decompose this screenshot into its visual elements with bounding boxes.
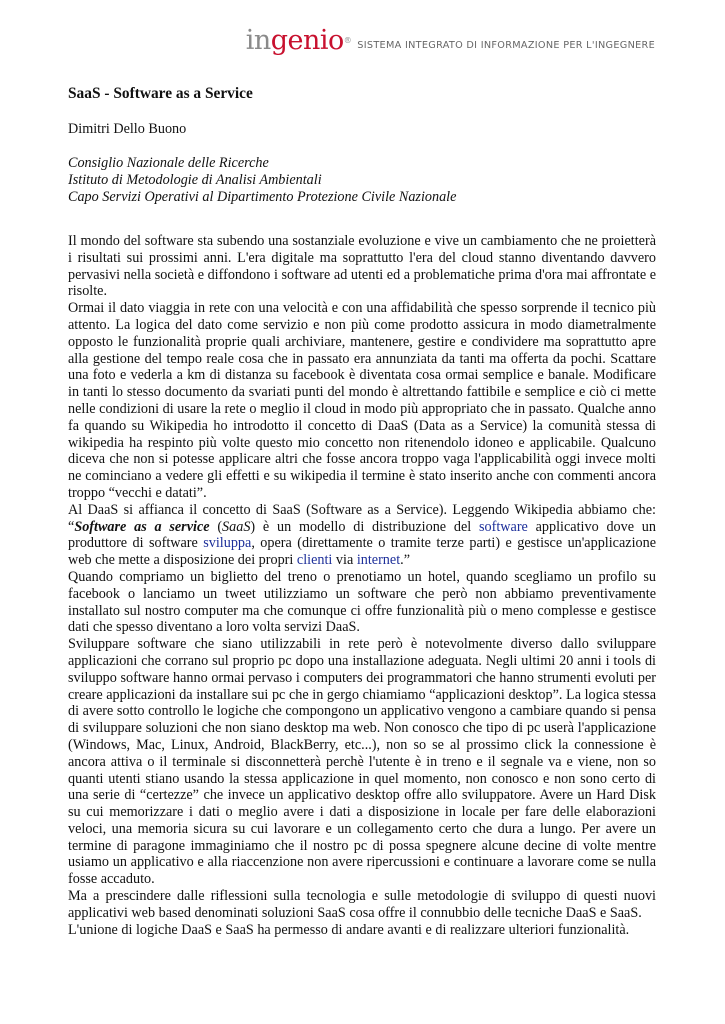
text-run: ) è un modello di distribuzione del [250, 518, 479, 535]
link-software[interactable]: software [479, 518, 528, 535]
term-software-as-a-service: Software as a service [74, 518, 210, 535]
paragraph-wikipedia-quote [68, 502, 656, 569]
link-clienti[interactable]: clienti [296, 552, 333, 569]
header-tagline: SISTEMA INTEGRATO DI INFORMAZIONE PER L'INGEGNERE [357, 40, 655, 51]
text-run: , opera (direttamente o tramite terze parti) e gestisce un'applicazione web che mette a disposizione dei propri [68, 535, 656, 569]
link-internet[interactable]: internet [356, 552, 401, 569]
logo-part-in: in [245, 25, 271, 56]
link-sviluppa[interactable]: sviluppa [203, 535, 252, 552]
document-author: Dimitri Dello Buono [68, 121, 187, 137]
affiliations [68, 155, 656, 206]
logo-trademark: ® [343, 36, 352, 45]
document-body [68, 85, 656, 938]
text-run: applicativo dove un produttore di software [68, 518, 656, 552]
article-text [68, 233, 656, 938]
affiliation-line: Consiglio Nazionale delle Ricerche [68, 155, 269, 171]
logo-part-genio: genio [270, 25, 344, 56]
paragraph: Ma a prescindere dalle riflessioni sulla tecnologia e sulle metodologie di sviluppo di questi nuovi applicativi web based denominati soluzioni SaaS cosa offre il connubbio delle tecniche DaaS e SaaS. [68, 888, 656, 921]
text-run: .” [400, 552, 411, 569]
paragraph: Il mondo del software sta subendo una sostanziale evoluzione e vive un cambiamento che ne proietterà i risultati sui prossimi anni. L'era digitale ma soprattutto l'era del cloud stanno diventando davvero pervasivi nella società e diffondono i software ad utenti ed a problematiche prima d'ora mai affrontate e risolte. [68, 233, 656, 300]
text-run: via [332, 552, 357, 569]
text-run: Al DaaS si affianca il concetto di SaaS (Software as a Service). Leggendo Wikipedia abbiamo che: “ [68, 501, 656, 535]
paragraph: Ormai il dato viaggia in rete con una velocità e con una affidabilità che spesso sorprende il tecnico più attento. La logica del dato come servizio e non più come prodotto assicura in modo diametralmente opposto le funzionalità proprie quali archiviare, mantenere, gestire e condividere ma soprattutto apre alla gestione del tempo reale cosa che in passato era annunziata da tanti ma offerta da pochi. Scattare una foto e vederla a km di distanza su facebook è diventata cosa ormai semplice e banale. Modificare in tanti lo stesso documento da svariati punti del mondo è altrettando fattibile e semplice e ciò ci mette nelle condizioni di usare la rete o meglio il cloud in modo più appropriato che in passato. Qualche anno fa quando su Wikipedia ho introdotto il concetto di DaaS (Data as a Service) la comunità stessa di wikipedia ha respinto più volte questo mio concetto non ritenendolo idoneo e applicabile. Qualcuno diceva che non si potesse applicare altri che fosse ancora troppo vaga l'applicabilità oggi invece molti ne cominciano a vedere gli effetti e su wikipedia il termine è stato inserito anche con commenti ancora troppo “vecchi e datati”. [68, 300, 656, 501]
text-run: ( [209, 518, 223, 535]
document-title: SaaS - Software as a Service [68, 85, 253, 102]
affiliation-line: Capo Servizi Operativi al Dipartimento Protezione Civile Nazionale [68, 189, 457, 205]
ingenio-logo [246, 27, 352, 54]
page-header [246, 27, 655, 54]
affiliation-line: Istituto di Metodologie di Analisi Ambientali [68, 172, 322, 188]
paragraph: Sviluppare software che siano utilizzabili in rete però è notevolmente diverso dallo sviluppare applicazioni che corrano sul proprio pc dopo una installazione adeguata. Negli ultimi 20 anni i tools di sviluppo software hanno ormai pervaso i computers dei programmatori che hanno strumenti evoluti per creare applicazioni da installare sui pc che in gergo chiamiamo “applicazioni desktop”. La logica stessa di avere sotto controllo le logiche che compongono un applicativo vengono a cambiare quando si pensa di sviluppare soluzioni che non siano desktop ma web. Non conosco che tipo di pc userà l'applicazione (Windows, Mac, Linux, Android, BlackBerry, etc...), non so se al prossimo click la connessione è ancora attiva o il terminale si disconnetterà perchè l'utente è in treno e il segnale va e viene, non so quanti utenti stiano usando la stessa applicazione in quel momento, non conosco e non sono certo di una serie di “certezze” che invece un applicativo desktop offre allo sviluppatore. Avere un Hard Disk su cui memorizzare i dati o meglio avere i dati a disposizione in locale per fare delle elaborazioni veloci, una memoria sicura su cui lavorare e un collegamento certo che dura a lungo. Per avere un termine di paragone immaginiamo che il nostro pc di possa spegnere alcune decine di volte mentre usiamo un applicativo e alla riaccenzione non avere ripercussioni e continuare a lavorare come se nulla fosse accaduto. [68, 636, 656, 888]
paragraph: L'unione di logiche DaaS e SaaS ha permesso di andare avanti e di realizzare ulteriori funzionalità. [68, 921, 630, 938]
paragraph: Quando compriamo un biglietto del treno o prenotiamo un hotel, quando scegliamo un profilo su facebook o lanciamo un tweet utilizziamo un software che però non abbiamo preventivamente installato sul nostro computer ma che comunque ci offre funzionalità più o meno complesse e gestisce dati che spesso diventano a loro volta servizi DaaS. [68, 568, 656, 636]
term-saas: SaaS [222, 518, 251, 535]
